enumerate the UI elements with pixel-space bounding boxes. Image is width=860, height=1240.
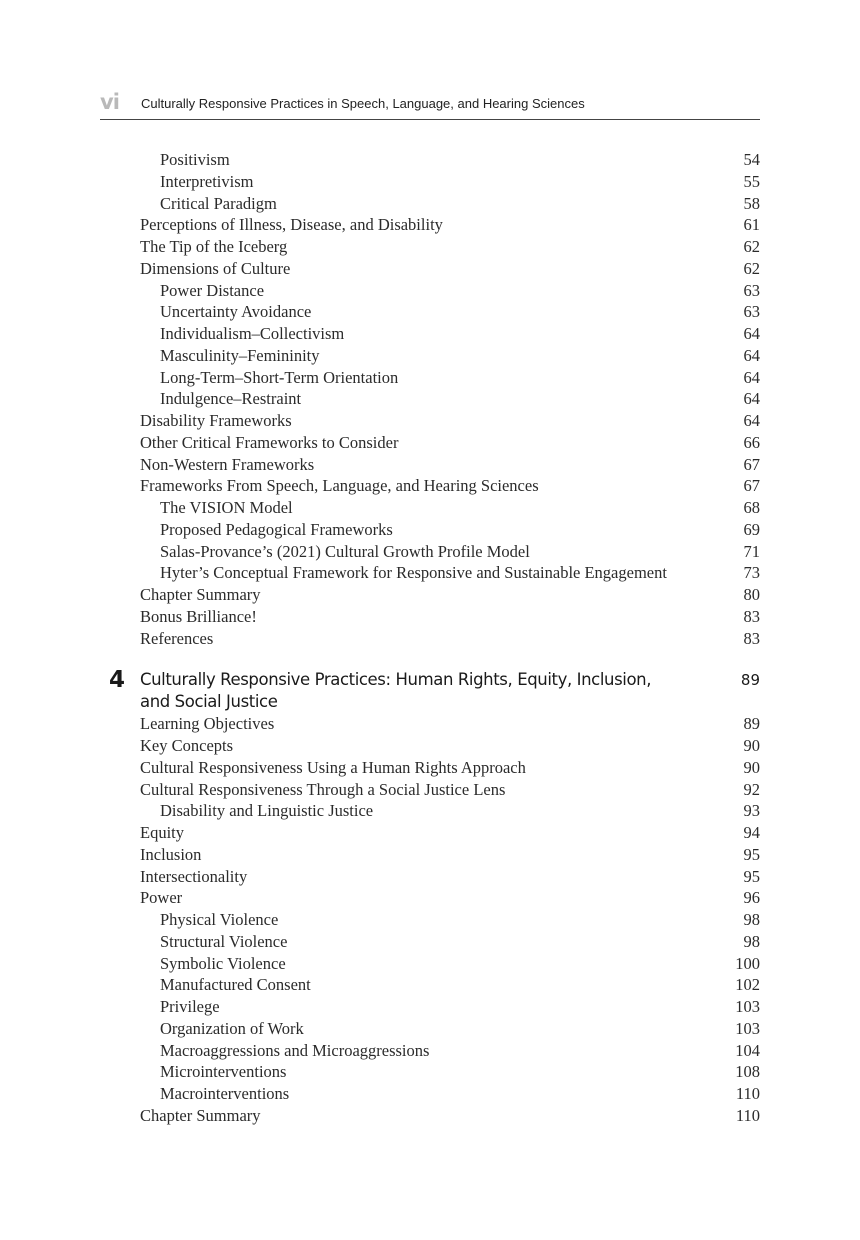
toc-entry-title: Macrointerventions bbox=[160, 1084, 290, 1103]
toc-entry-title: Disability and Linguistic Justice bbox=[160, 801, 374, 821]
toc-entry-title: Intersectionality bbox=[140, 866, 248, 886]
toc-entry-title: Bonus Brilliance! bbox=[140, 606, 257, 626]
toc-entry-page: 63 bbox=[743, 280, 760, 300]
toc-entry[interactable] bbox=[100, 236, 760, 258]
toc-entry-page: 61 bbox=[743, 215, 760, 235]
table-of-contents bbox=[100, 149, 760, 1127]
toc-entry-page: 83 bbox=[743, 628, 760, 648]
toc-entry-title: Inclusion bbox=[140, 844, 202, 864]
toc-entry-page: 64 bbox=[743, 345, 760, 365]
toc-entry[interactable] bbox=[100, 757, 760, 779]
toc-entry-page: 54 bbox=[743, 150, 760, 169]
toc-subentry[interactable] bbox=[100, 301, 760, 323]
toc-subentry[interactable] bbox=[100, 800, 760, 822]
toc-entry-page: 110 bbox=[735, 1105, 760, 1125]
toc-subentry[interactable] bbox=[100, 974, 760, 996]
toc-entry[interactable] bbox=[100, 258, 760, 280]
toc-entry-title: Learning Objectives bbox=[140, 714, 275, 734]
toc-subentry[interactable] bbox=[100, 1040, 760, 1062]
toc-entry[interactable] bbox=[100, 475, 760, 497]
toc-entry-page: 58 bbox=[743, 193, 760, 213]
toc-entry-title: Long-Term–Short-Term Orientation bbox=[160, 367, 399, 387]
toc-entry-page: 93 bbox=[743, 801, 760, 821]
toc-entry-page: 95 bbox=[743, 866, 760, 886]
toc-entry-page: 80 bbox=[743, 585, 760, 604]
toc-subentry[interactable] bbox=[100, 909, 760, 931]
toc-subentry[interactable] bbox=[100, 996, 760, 1018]
toc-section-chapter-4 bbox=[100, 713, 760, 1126]
toc-entry[interactable] bbox=[100, 866, 760, 888]
toc-subentry[interactable] bbox=[100, 1061, 760, 1083]
toc-entry-title: Manufactured Consent bbox=[160, 975, 311, 995]
toc-entry[interactable] bbox=[100, 844, 760, 866]
toc-entry[interactable] bbox=[100, 454, 760, 476]
toc-entry[interactable] bbox=[100, 735, 760, 757]
toc-entry-title: Disability Frameworks bbox=[140, 411, 292, 430]
toc-entry-title: The Tip of the Iceberg bbox=[140, 237, 288, 256]
toc-entry-title: Hyter’s Conceptual Framework for Responsive and Sustainable Engagement bbox=[160, 563, 667, 583]
toc-subentry[interactable] bbox=[100, 931, 760, 953]
toc-entry-title: Privilege bbox=[160, 997, 220, 1016]
toc-entry[interactable] bbox=[100, 584, 760, 606]
toc-entry-title: Power bbox=[140, 888, 183, 908]
toc-entry-page: 89 bbox=[743, 714, 760, 734]
toc-subentry[interactable] bbox=[100, 562, 760, 584]
toc-subentry[interactable] bbox=[100, 280, 760, 302]
toc-entry-page: 83 bbox=[743, 606, 760, 626]
chapter-title-line-2: and Social Justice bbox=[140, 692, 278, 712]
toc-entry-title: Proposed Pedagogical Frameworks bbox=[160, 519, 393, 539]
toc-entry-page: 90 bbox=[743, 757, 760, 777]
toc-subentry[interactable] bbox=[100, 367, 760, 389]
toc-entry-page: 73 bbox=[743, 563, 760, 583]
chapter-number: 4 bbox=[109, 667, 126, 694]
toc-subentry[interactable] bbox=[100, 1018, 760, 1040]
toc-entry[interactable] bbox=[100, 779, 760, 801]
toc-entry-page: 55 bbox=[743, 171, 760, 191]
toc-subentry[interactable] bbox=[100, 541, 760, 563]
toc-entry-page: 62 bbox=[743, 237, 760, 256]
chapter-page-number: 89 bbox=[740, 671, 760, 690]
toc-entry-title: Perceptions of Illness, Disease, and Disability bbox=[140, 215, 443, 235]
toc-subentry[interactable] bbox=[100, 193, 760, 215]
toc-subentry[interactable] bbox=[100, 323, 760, 345]
toc-entry-page: 64 bbox=[743, 411, 760, 430]
toc-entry-page: 96 bbox=[743, 888, 760, 908]
toc-entry-title: References bbox=[140, 628, 214, 648]
toc-entry-title: Masculinity–Femininity bbox=[160, 345, 320, 365]
toc-subentry[interactable] bbox=[100, 388, 760, 410]
toc-entry-title: Cultural Responsiveness Using a Human Rights Approach bbox=[140, 757, 526, 777]
toc-entry-title: Power Distance bbox=[160, 280, 265, 300]
chapter-title bbox=[140, 669, 700, 713]
toc-entry-title: Chapter Summary bbox=[140, 585, 261, 604]
toc-entry-title: Positivism bbox=[160, 150, 230, 169]
toc-entry[interactable] bbox=[100, 432, 760, 454]
toc-entry-title: Organization of Work bbox=[160, 1018, 304, 1038]
toc-entry-title: Salas-Provance’s (2021) Cultural Growth Profile Model bbox=[160, 541, 530, 561]
toc-entry-title: Physical Violence bbox=[160, 910, 279, 929]
toc-entry-title: Macroaggressions and Microaggressions bbox=[160, 1040, 430, 1060]
toc-entry-page: 69 bbox=[743, 519, 760, 539]
toc-entry-page: 100 bbox=[735, 953, 760, 973]
toc-entry-title: Individualism–Collectivism bbox=[160, 324, 345, 343]
toc-entry-page: 64 bbox=[743, 324, 760, 343]
toc-entry-title: Other Critical Frameworks to Consider bbox=[140, 432, 399, 452]
toc-subentry[interactable] bbox=[100, 1083, 760, 1105]
toc-entry-page: 98 bbox=[743, 931, 760, 951]
toc-entry-page: 95 bbox=[743, 844, 760, 864]
toc-entry-page: 98 bbox=[743, 910, 760, 929]
toc-entry-title: Cultural Responsiveness Through a Social Justice Lens bbox=[140, 779, 506, 799]
toc-entry-page: 66 bbox=[743, 432, 760, 452]
toc-entry-title: Dimensions of Culture bbox=[140, 258, 291, 278]
toc-entry[interactable] bbox=[100, 214, 760, 236]
toc-entry-title: Microinterventions bbox=[160, 1062, 287, 1082]
toc-entry-title: Indulgence–Restraint bbox=[160, 389, 302, 409]
toc-entry[interactable] bbox=[100, 1105, 760, 1127]
page-number: vi bbox=[100, 90, 119, 114]
toc-entry-page: 90 bbox=[743, 736, 760, 755]
chapter-heading[interactable] bbox=[100, 669, 760, 713]
toc-entry-title: Symbolic Violence bbox=[160, 953, 286, 973]
toc-entry[interactable] bbox=[100, 628, 760, 650]
toc-entry-page: 64 bbox=[743, 367, 760, 387]
toc-entry-page: 103 bbox=[735, 1018, 760, 1038]
toc-entry-page: 110 bbox=[735, 1084, 760, 1103]
toc-entry-page: 108 bbox=[735, 1062, 760, 1082]
toc-entry-title: Interpretivism bbox=[160, 171, 254, 191]
toc-subentry[interactable] bbox=[100, 345, 760, 367]
toc-entry-page: 103 bbox=[735, 997, 760, 1016]
book-title: Culturally Responsive Practices in Speech, Language, and Hearing Sciences bbox=[141, 96, 585, 111]
toc-entry[interactable] bbox=[100, 606, 760, 628]
toc-entry[interactable] bbox=[100, 887, 760, 909]
toc-entry-page: 67 bbox=[743, 454, 760, 474]
toc-entry-page: 102 bbox=[735, 975, 760, 995]
toc-entry-title: Key Concepts bbox=[140, 736, 234, 755]
toc-entry-page: 68 bbox=[743, 498, 760, 517]
toc-entry-page: 92 bbox=[743, 779, 760, 799]
toc-entry-title: Frameworks From Speech, Language, and Hearing Sciences bbox=[140, 476, 539, 496]
toc-subentry[interactable] bbox=[100, 171, 760, 193]
toc-entry-title: Equity bbox=[140, 823, 184, 842]
running-head bbox=[100, 90, 760, 120]
toc-entry-title: Structural Violence bbox=[160, 931, 288, 951]
toc-entry-title: The VISION Model bbox=[160, 498, 293, 517]
toc-entry-page: 63 bbox=[743, 302, 760, 322]
toc-entry[interactable] bbox=[100, 713, 760, 735]
toc-entry-page: 71 bbox=[743, 541, 760, 561]
toc-subentry[interactable] bbox=[100, 149, 760, 171]
toc-entry-title: Uncertainty Avoidance bbox=[160, 302, 312, 322]
chapter-title-line-1: Culturally Responsive Practices: Human Rights, Equity, Inclusion, bbox=[140, 670, 652, 690]
toc-entry-page: 104 bbox=[735, 1040, 760, 1060]
toc-subentry[interactable] bbox=[100, 497, 760, 519]
toc-entry[interactable] bbox=[100, 410, 760, 432]
toc-section-chapter-3 bbox=[100, 149, 760, 649]
toc-entry-page: 94 bbox=[743, 823, 760, 842]
toc-entry-page: 64 bbox=[743, 389, 760, 409]
toc-entry-title: Chapter Summary bbox=[140, 1105, 261, 1125]
toc-entry-page: 67 bbox=[743, 476, 760, 496]
toc-entry-page: 62 bbox=[743, 258, 760, 278]
toc-entry-title: Non-Western Frameworks bbox=[140, 454, 315, 474]
toc-entry-title: Critical Paradigm bbox=[160, 193, 277, 213]
toc-entry[interactable] bbox=[100, 822, 760, 844]
toc-subentry[interactable] bbox=[100, 519, 760, 541]
toc-subentry[interactable] bbox=[100, 953, 760, 975]
